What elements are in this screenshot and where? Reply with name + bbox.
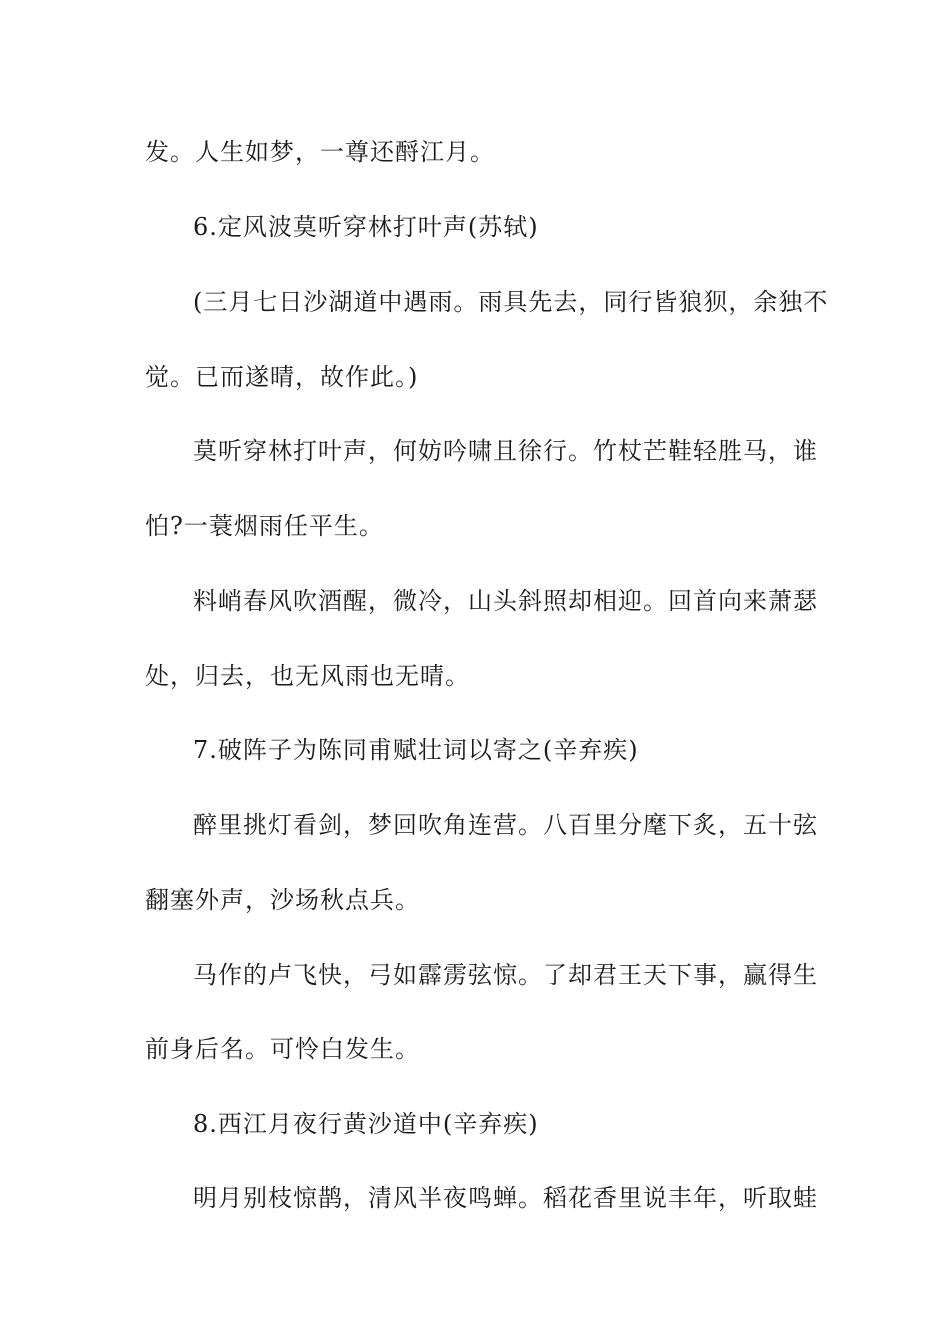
section-heading: 6.定风波莫听穿林打叶声(苏轼) bbox=[193, 213, 539, 241]
section-heading: 7.破阵子为陈同甫赋壮词以寄之(辛弃疾) bbox=[193, 736, 639, 764]
text-line: 觉。已而遂晴，故作此。) bbox=[145, 363, 419, 391]
text-line: 处，归去，也无风雨也无晴。 bbox=[145, 662, 470, 690]
text-line: 料峭春风吹酒醒，微冷，山头斜照却相迎。回首向来萧瑟 bbox=[193, 587, 818, 615]
text-line: 醉里挑灯看剑，梦回吹角连营。八百里分麾下炙，五十弦 bbox=[193, 811, 818, 839]
text-line: 发。人生如梦，一尊还酹江月。 bbox=[145, 138, 495, 166]
section-heading: 8.西江月夜行黄沙道中(辛弃疾) bbox=[193, 1110, 539, 1138]
text-line: 明月别枝惊鹊，清风半夜鸣蝉。稻花香里说丰年，听取蛙 bbox=[193, 1184, 818, 1212]
text-line: 翻塞外声，沙场秋点兵。 bbox=[145, 886, 420, 914]
text-line: 前身后名。可怜白发生。 bbox=[145, 1035, 420, 1063]
text-line: 马作的卢飞快，弓如霹雳弦惊。了却君王天下事，赢得生 bbox=[193, 961, 818, 989]
text-line: (三月七日沙湖道中遇雨。雨具先去，同行皆狼狈，余独不 bbox=[193, 288, 829, 316]
text-line: 莫听穿林打叶声，何妨吟啸且徐行。竹杖芒鞋轻胜马，谁 bbox=[193, 437, 818, 465]
text-line: 怕?一蓑烟雨任平生。 bbox=[145, 512, 384, 540]
